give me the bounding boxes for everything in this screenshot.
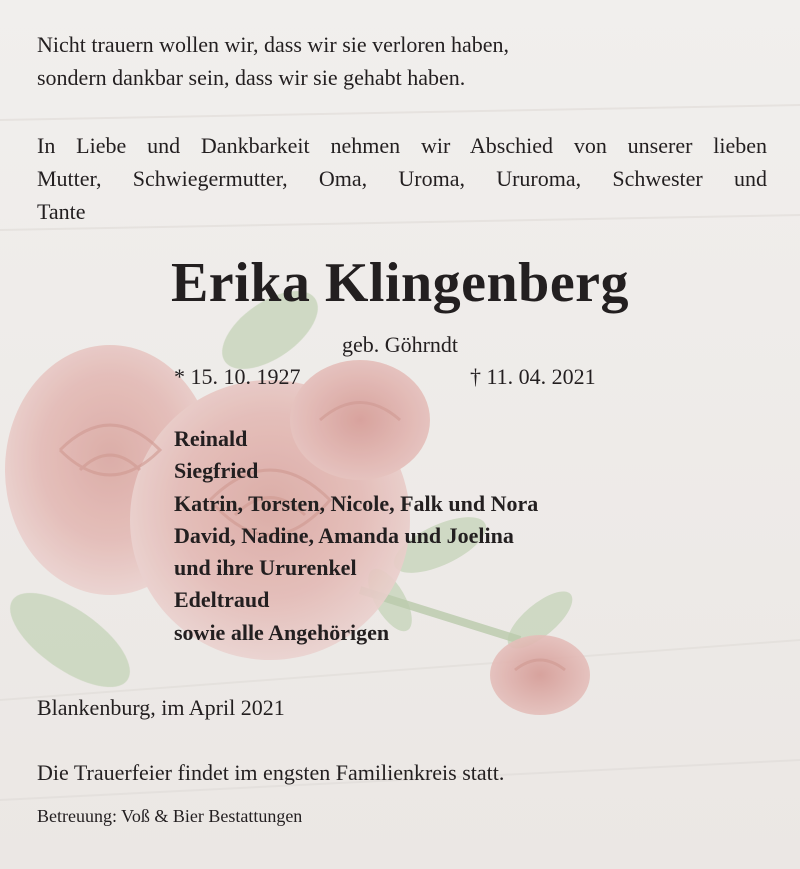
mourner-line: Katrin, Torsten, Nicole, Falk und Nora bbox=[174, 490, 539, 516]
maiden-name: geb. Göhrndt bbox=[341, 332, 459, 357]
intro-text bbox=[37, 129, 767, 228]
intro-line-3: Tante bbox=[37, 199, 86, 224]
birth-date: * 15. 10. 1927 bbox=[174, 364, 301, 389]
mourner-line: sowie alle Angehörigen bbox=[174, 619, 390, 645]
mourners-list bbox=[174, 423, 538, 649]
quote-line-2: sondern dankbar sein, dass wir sie gehabt haben. bbox=[37, 65, 466, 90]
mourner-line: Edeltraud bbox=[174, 587, 270, 613]
death-date: † 11. 04. 2021 bbox=[470, 364, 596, 389]
mourner-line: David, Nadine, Amanda und Joelina bbox=[174, 522, 514, 548]
mourner-line: und ihre Ururenkel bbox=[174, 555, 357, 581]
place-and-date: Blankenburg, im April 2021 bbox=[37, 695, 285, 720]
deceased-name: Erika Klingenberg bbox=[170, 252, 630, 314]
intro-line-1: In Liebe und Dankbarkeit nehmen wir Abschied von unserer lieben bbox=[37, 133, 767, 158]
quote-line-1: Nicht trauern wollen wir, dass wir sie verloren haben, bbox=[37, 32, 509, 57]
mourner-line: Reinald bbox=[174, 426, 248, 451]
intro-line-2: Mutter, Schwiegermutter, Oma, Uroma, Ururoma, Schwester und bbox=[37, 166, 767, 191]
mourner-line: Siegfried bbox=[174, 458, 259, 484]
funeral-note: Die Trauerfeier findet im engsten Familienkreis statt. bbox=[37, 760, 505, 785]
funeral-home-note: Betreuung: Voß & Bier Bestattungen bbox=[37, 806, 303, 826]
